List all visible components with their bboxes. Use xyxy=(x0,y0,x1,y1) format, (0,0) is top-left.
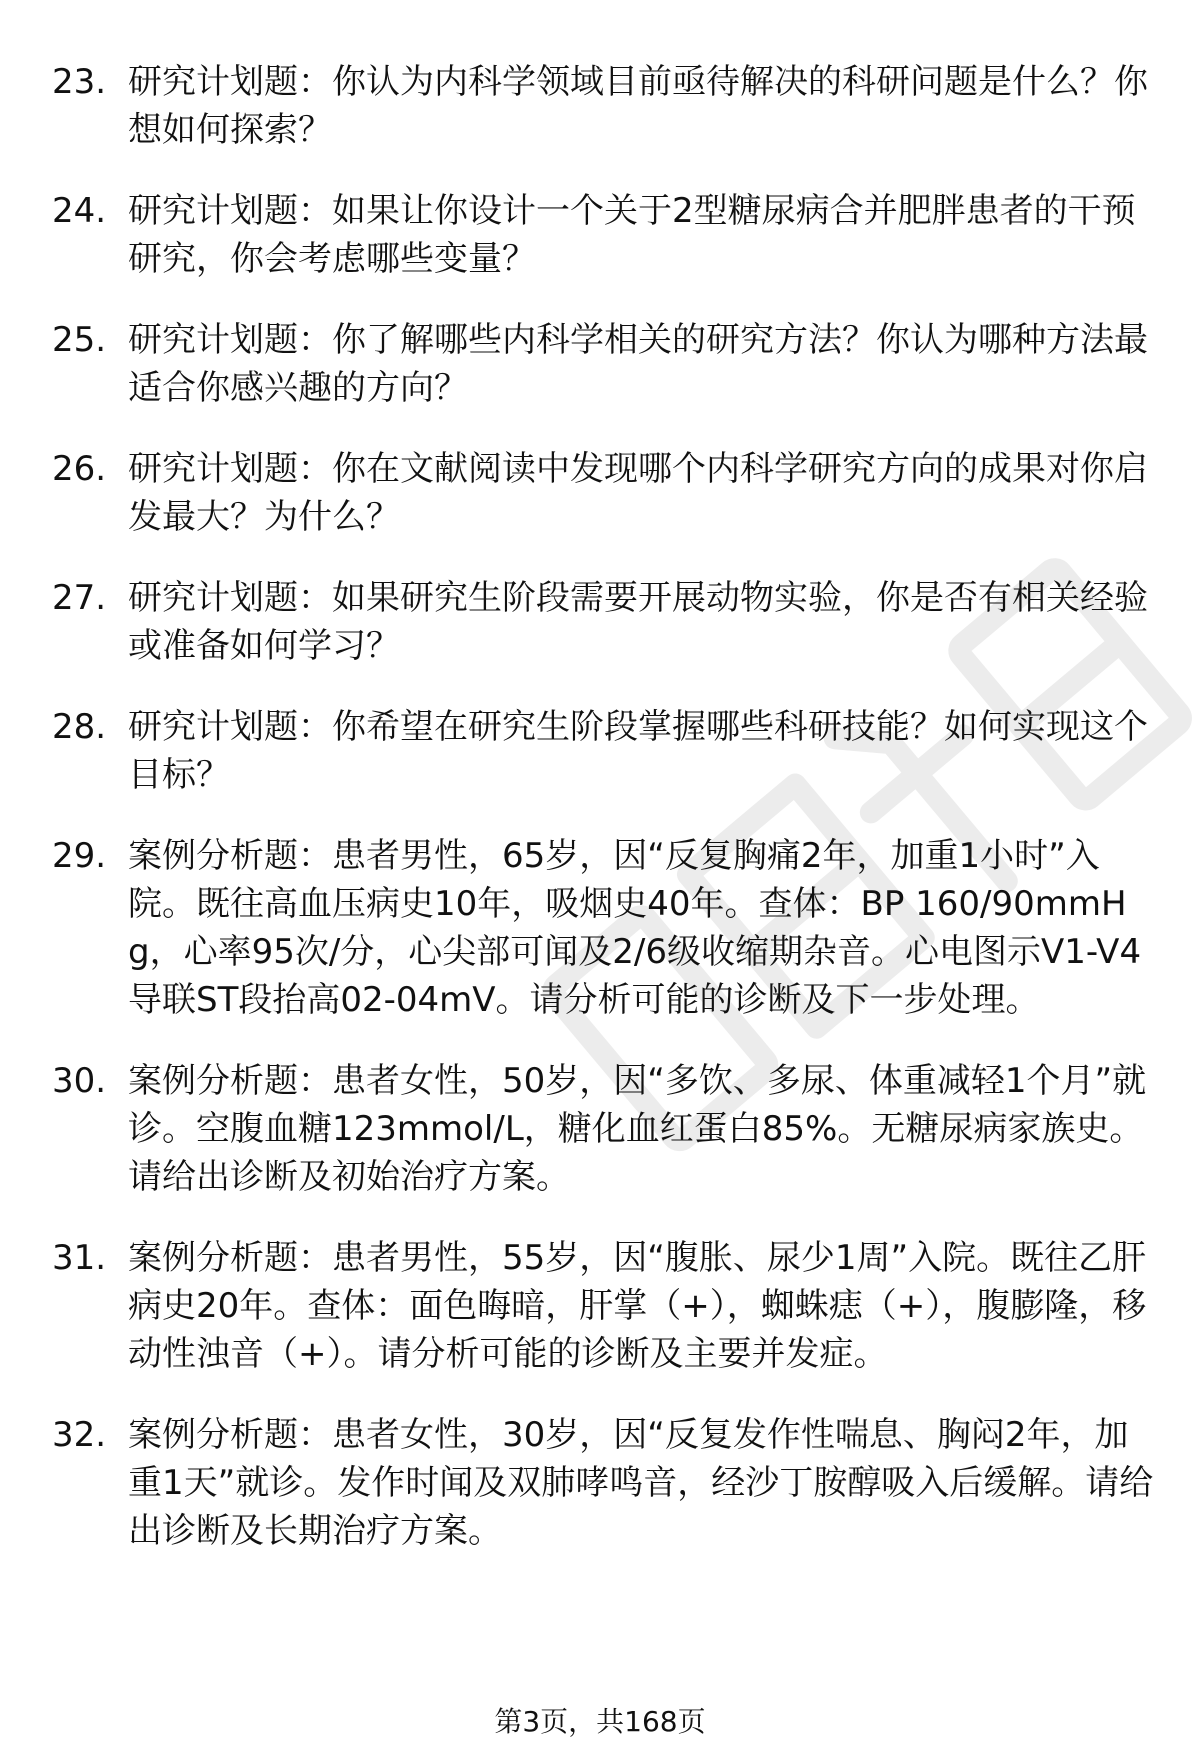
question-text: 研究计划题：如果让你设计一个关于2型糖尿病合并肥胖患者的干预研究，你会考虑哪些变量？ xyxy=(128,191,1136,279)
question-number: 29. xyxy=(52,836,107,876)
question-number: 25. xyxy=(52,320,107,360)
question-number: 26. xyxy=(52,449,107,489)
question-item xyxy=(0,445,1200,541)
question-number: 24. xyxy=(52,191,107,231)
question-number: 23. xyxy=(52,62,107,102)
question-text: 研究计划题：如果研究生阶段需要开展动物实验，你是否有相关经验或准备如何学习？ xyxy=(128,578,1148,666)
question-item xyxy=(0,316,1200,412)
question-item xyxy=(0,703,1200,799)
question-list xyxy=(0,58,1200,1588)
question-number: 30. xyxy=(52,1061,107,1101)
question-text: 案例分析题：患者男性，65岁，因“反复胸痛2年，加重1小时”入院。既往高血压病史10年，吸烟史40年。查体：BP 160/90mmHg，心率95次/分，心尖部可闻及2/6级收缩期杂音。心电图示V1-V4导联ST段抬高02-04mV。请分析可能的诊断及下一步处理。 xyxy=(128,836,1142,1020)
question-item xyxy=(0,1234,1200,1378)
question-number: 32. xyxy=(52,1415,107,1455)
question-text: 研究计划题：你了解哪些内科学相关的研究方法？你认为哪种方法最适合你感兴趣的方向？ xyxy=(128,320,1148,408)
question-text: 研究计划题：你认为内科学领域目前亟待解决的科研问题是什么？你想如何探索？ xyxy=(128,62,1148,150)
question-item xyxy=(0,574,1200,670)
question-number: 28. xyxy=(52,707,107,747)
question-number: 27. xyxy=(52,578,107,618)
question-number: 31. xyxy=(52,1238,107,1278)
question-item xyxy=(0,58,1200,154)
question-item xyxy=(0,1411,1200,1555)
question-text: 案例分析题：患者男性，55岁，因“腹胀、尿少1周”入院。既往乙肝病史20年。查体：面色晦暗，肝掌（+），蜘蛛痣（+），腹膨隆，移动性浊音（+）。请分析可能的诊断及主要并发症。 xyxy=(128,1238,1147,1374)
question-text: 案例分析题：患者女性，30岁，因“反复发作性喘息、胸闷2年，加重1天”就诊。发作时闻及双肺哮鸣音，经沙丁胺醇吸入后缓解。请给出诊断及长期治疗方案。 xyxy=(128,1415,1154,1551)
question-item xyxy=(0,832,1200,1024)
question-text: 案例分析题：患者女性，50岁，因“多饮、多尿、体重减轻1个月”就诊。空腹血糖123mmol/L，糖化血红蛋白85%。无糖尿病家族史。请给出诊断及初始治疗方案。 xyxy=(128,1061,1147,1197)
question-item xyxy=(0,1057,1200,1201)
question-text: 研究计划题：你在文献阅读中发现哪个内科学研究方向的成果对你启发最大？为什么？ xyxy=(128,449,1148,537)
page-number-footer: 第3页，共168页 xyxy=(494,1705,706,1738)
question-text: 研究计划题：你希望在研究生阶段掌握哪些科研技能？如何实现这个目标？ xyxy=(128,707,1148,795)
question-item xyxy=(0,187,1200,283)
